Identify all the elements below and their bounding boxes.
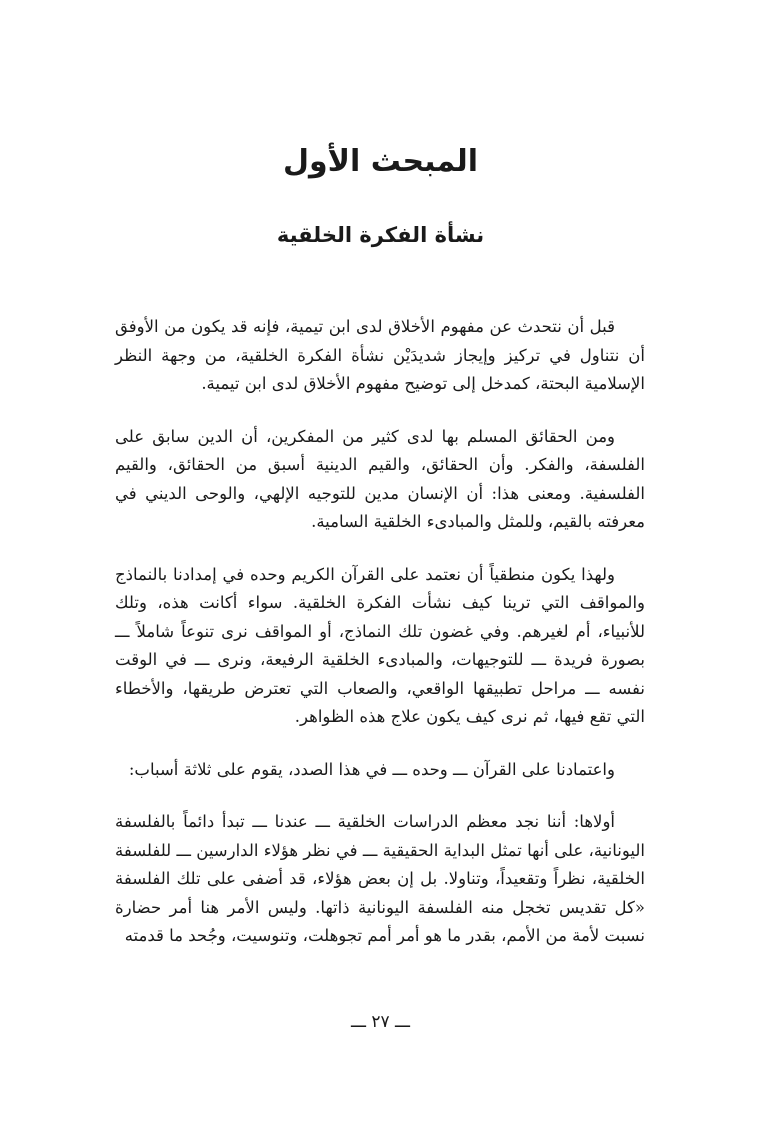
paragraph-5: أولاها: أننا نجد معظم الدراسات الخلقية ـــ عندنا ـــ تبدأ دائماً بالفلسفة اليونانية، على أنها تمثل البداية الحقيقية ـــ في نظر هؤلاء الدارسين ـــ للفلسفة الخلقية، نظراً وتقعيداً، وتناولا. بل إن بعض هؤلاء، قد أضفى على تلك الفلسفة «كل تقديس تخجل منه الفلسفة اليونانية ذاتها. وليس الأمر هنا أمر حضارة نسبت لأمة من الأمم، بقدر ما هو أمر أمم تجوهلت، وتنوسيت، وجُحد ما قدمته <box>115 812 645 945</box>
paragraph-4: واعتمادنا على القرآن ـــ وحده ـــ في هذا الصدد، يقوم على ثلاثة أسباب: <box>128 759 615 779</box>
chapter-title: المبحث الأول <box>282 144 479 179</box>
body-text <box>115 313 645 975</box>
section-title: نشأة الفكرة الخلقية <box>276 223 485 247</box>
paragraph-3: ولهذا يكون منطقياً أن نعتمد على القرآن الكريم وحده في إمدادنا بالنماذج والمواقف التي ترينا كيف نشأت الفكرة الخلقية. سواء أكانت هذه، وتلك للأنبياء، أم لغيرهم. وفي غضون تلك النماذج، أو المواقف نرى تنوعاً شاملاً ـــ بصورة فريدة ـــ للتوجيهات، والمبادىء الخلقية الرفيعة، ونرى ـــ في الوقت نفسه ـــ مراحل تطبيقها الواقعي، والصعاب التي تعترض طريقها، والأخطاء التي تقع فيها، ثم نرى كيف يكون علاج هذه الظواهر. <box>115 564 645 726</box>
paragraph-2: ومن الحقائق المسلم بها لدى كثير من المفكرين، أن الدين سابق على الفلسفة، والفكر. وأن الحقائق، والقيم الدينية أسبق من الحقائق، والقيم الفلسفية. ومعنى هذا: أن الإنسان مدين للتوجيه الإلهي، والوحى الديني في معرفته بالقيم، وللمثل والمبادىء الخلقية السامية. <box>115 426 645 531</box>
paragraph-1: قبل أن نتحدث عن مفهوم الأخلاق لدى ابن تيمية، فإنه قد يكون من الأوفق أن نتناول في تركيز وإيجاز شديدَيْن نشأة الفكرة الخلقية، من وجهة النظر الإسلامية البحتة، كمدخل إلى توضيح مفهوم الأخلاق لدى ابن تيمية. <box>115 317 645 393</box>
page-number: ـــ ٢٧ ـــ <box>351 1012 410 1032</box>
